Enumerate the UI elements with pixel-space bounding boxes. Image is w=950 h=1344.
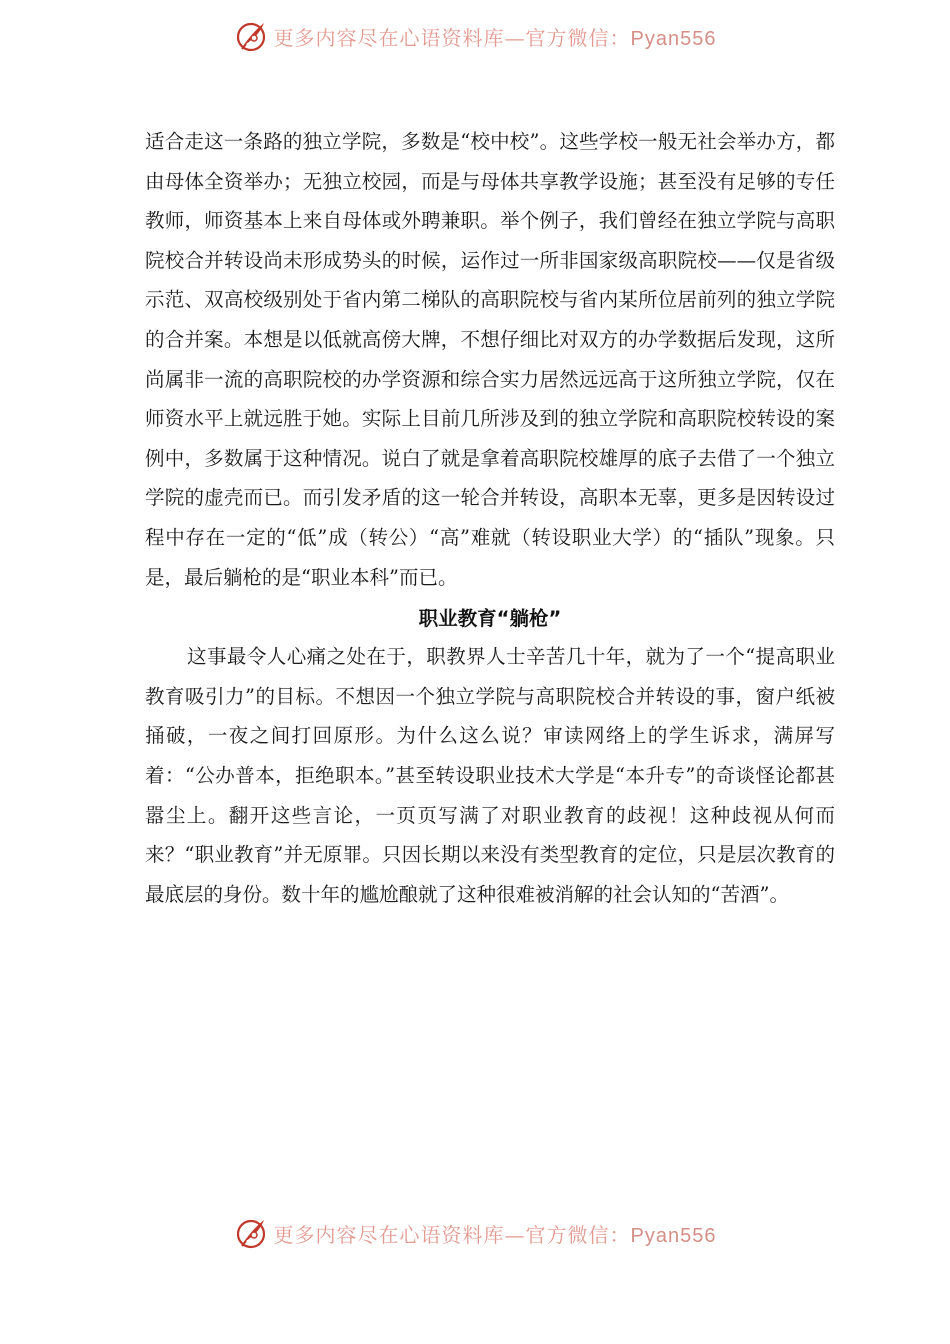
section-heading: 职业教育“躺枪” xyxy=(418,607,562,631)
quill-pen-logo-icon xyxy=(234,19,268,53)
article-paragraph-1: 适合走这一条路的独立学院，多数是“校中校”。这些学校一般无社会举办方，都由母体全资举办；无独立校园，而是与母体共享教学设施；甚至没有足够的专任教师，师资基本上来自母体或外聘兼职。举个例子，我们曾经在独立学院与高职院校合并转设尚未形成势头的时候，运作过一所非国家级高职院校——仅是省级示范、双高校级别处于省内第二梯队的高职院校与省内某所位居前列的独立学院的合并案。本想是以低就高傍大牌，不想仔细比对双方的办学数据后发现，这所尚属非一流的高职院校的办学资源和综合实力居然远远高于这所独立学院，仅在师资水平上就远胜于她。实际上目前几所涉及到的独立学院和高职院校转设的案例中，多数属于这种情况。说白了就是拿着高职院校雄厚的底子去借了一个独立学院的虚壳而已。而引发矛盾的这一轮合并转设，高职本无辜，更多是因转设过程中存在一定的“低”成（转公）“高”难就（转设职业大学）的“插队”现象。只是，最后躺枪的是“职业本科”而已。 xyxy=(145,130,835,589)
footer-watermark xyxy=(0,1213,950,1253)
article-paragraph-2: 这事最令人心痛之处在于，职教界人士辛苦几十年，就为了一个“提高职业教育吸引力”的目标。不想因一个独立学院与高职院校合并转设的事，窗户纸被捅破，一夜之间打回原形。为什么这么说？审读网络上的学生诉求，满屏写着：“公办普本，拒绝职本。”甚至转设职业技术大学是“本升专”的奇谈怪论都甚嚣尘上。翻开这些言论，一页页写满了对职业教育的歧视！这种歧视从何而来？“职业教育”并无原罪。只因长期以来没有类型教育的定位，只是层次教育的最底层的身份。数十年的尴尬酿就了这种很难被消解的社会认知的“苦酒”。 xyxy=(145,645,835,906)
article-body xyxy=(145,122,835,914)
header-watermark xyxy=(0,16,950,56)
watermark-text xyxy=(274,22,717,51)
watermark-handle: Pyan556 xyxy=(630,1224,717,1247)
watermark-title: 更多内容尽在心语资料库—官方微信： xyxy=(273,1222,631,1247)
watermark-handle: Pyan556 xyxy=(630,27,717,50)
watermark-title: 更多内容尽在心语资料库—官方微信： xyxy=(273,25,631,50)
quill-pen-logo-icon xyxy=(234,1216,268,1250)
watermark-text xyxy=(274,1219,717,1248)
